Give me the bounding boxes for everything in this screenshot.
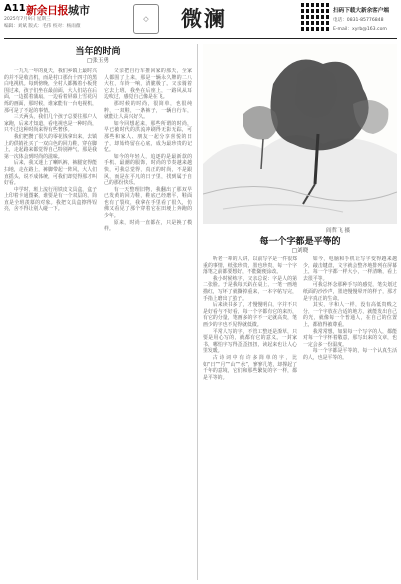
article-left-column-2 bbox=[104, 68, 192, 580]
column-logo-icon: ◇ bbox=[133, 4, 159, 34]
paragraph: 后来读书多了，才慢慢明白，字并不只是好看与不好看，每一个字都有它的来历，有它的分量，笔画多的字不一定就高贵，笔画少的字也不见得就低微。 bbox=[203, 302, 297, 328]
paragraph: 有一天整理旧物，我翻出了那双早已发黄的回力鞋，鞋底已经磨平，鞋面也有了裂纹，我拿在手里看了很久，仿佛又看见了那个穿着它在田埂上奔跑的少年。 bbox=[104, 186, 192, 220]
article-right-author: □刘晓 bbox=[291, 248, 309, 254]
page-number: A11 bbox=[4, 3, 26, 14]
paragraph: 后来，我又迷上了喇叭裤，裤腿宽得能扫地，走在路上，裤脚带起一阵风，大人们直摇头，说不成体统，可我们却觉得那才叫好看。 bbox=[4, 160, 97, 187]
paragraph: 中学时，班上流行用铁皮文具盒，盒子上印着卡通图案，谁要是有一个双层的，简直是全班羡慕的对象。我把文具盒擦得锃亮，舍不得让别人碰一下。 bbox=[4, 186, 97, 213]
qr-code-icon[interactable] bbox=[299, 3, 329, 33]
article-right-column-2 bbox=[303, 256, 397, 580]
paragraph: 古诗词中有许多简单的字，比如“日”“月”“山”“水”，寥寥几笔，却撑起了千年的意境，它们和那些繁复的字一样，都是平等的。 bbox=[203, 354, 297, 381]
paragraph: 其实，字和人一样，没有高低贵贱之分，一个字放在合适的地方，就能发出自己的光，就像每一个普通人，在自己的位置上，都值得被尊重。 bbox=[303, 302, 397, 328]
contact-phone: 电话：0831-85776848 bbox=[333, 18, 384, 23]
column-brand: 微澜 bbox=[181, 6, 227, 31]
paragraph: 如今回想起来，那些所谓的时尚，早已被时代的洪流冲刷得无影无踪，可那些和家人、朋友一起分享喜悦的日子，却始终留在心底，成为最珍贵的记忆。 bbox=[104, 120, 192, 154]
paper-name: 新余日报 bbox=[26, 4, 68, 17]
issue-date: 2025年7月9日 星期三 bbox=[4, 17, 51, 22]
paragraph: 一九九一年的夏天，我们乡镇上最时兴的并不是收音机，而是村口那台十四寸的黑白电视机。每到傍晚，全村人都搬着小板凳围过来，孩子们坐在最前面，大人们站在后面，一边摇着蒲扇，一边看着屏幕上雪花闪烁的画面，那时候，谁家能有一台电视机，那可是了不起的事情。 bbox=[4, 68, 97, 114]
article-left-column-1 bbox=[4, 68, 97, 580]
article-right-column-1 bbox=[203, 256, 297, 580]
article-right-title: 每一个字都是平等的 bbox=[259, 237, 341, 247]
painting-caption: 阎哲飞 摄 bbox=[326, 228, 351, 234]
paragraph: 每一个字都是平等的，每一个认真生活的人，也是平等的。 bbox=[303, 348, 397, 361]
paragraph: 我小时候练字，父亲总说：字是人的第二张脸。于是我每天趴在桌上，一笔一画地描红，写坏了就撕掉重来，一本字帖写完，手指上磨出了茧子。 bbox=[203, 275, 297, 302]
paragraph: 原来，时尚一直都在，只是换了模样。 bbox=[104, 219, 192, 233]
editor-credits: 编辑：刘斌 版式：毛伟 校对：杨雨薇 bbox=[4, 24, 81, 29]
paragraph: 我常常想，如果每一个写字的人，都能对每一个字怀着敬意，那写出来的文章，也一定会多一份温度。 bbox=[303, 328, 397, 348]
qr-title: 扫码下载大新余客户端 bbox=[333, 8, 389, 14]
ink-painting-image bbox=[203, 44, 397, 224]
masthead bbox=[0, 0, 401, 40]
paragraph: 那时候的时尚，很简单，也很纯粹，一双鞋，一条裤子，一辆自行车，就能让人高兴好久。 bbox=[104, 100, 192, 121]
paragraph: 如今的年轻人，追逐的是最新款的手机、最潮的服饰，时尚的节奏越来越快，可我总觉得，真正的时尚，不是跟风，而是在平凡的日子里，找到属于自己的那份快乐。 bbox=[104, 153, 192, 187]
paragraph: 听老一辈的人讲，以前写字是一件很郑重的事情，纸张珍贵，墨也珍贵，每一个字落笔之前都要想好，不能随便涂改。 bbox=[203, 256, 297, 276]
paragraph: 可我总怀念那种手写的感觉，笔尖划过纸面的沙沙声，墨迹慢慢晕开的样子，那才是字真正的生命。 bbox=[303, 282, 397, 302]
article-left-author: □张玉勇 bbox=[86, 58, 110, 64]
masthead-rule bbox=[4, 38, 397, 39]
paragraph: 父亲把自行车推回家的那天，全家人都围了上来，那是一辆永久牌的二八大杠，车铃一响，清脆极了。父亲骑着它去上班，我坐在后座上，一路风从耳边吹过，感觉自己像是在飞。 bbox=[104, 68, 192, 101]
article-left-title: 当年的时尚 bbox=[75, 47, 121, 57]
column-divider bbox=[197, 44, 198, 580]
ink-wash-painting bbox=[203, 44, 397, 224]
paragraph: 平常人写的字，不管工整还是潦草，只要是用心写的，就都有它的意义。一封家书，哪怕字写得歪歪扭扭，读起来也让人心里发暖。 bbox=[203, 328, 297, 355]
paragraph: 三天两头，我们几个孩子总要往那户人家跑，后来才知道，看电视也是一种时尚，只不过这种时尚来得有些奢侈。 bbox=[4, 114, 97, 134]
paragraph: 如今，电脑和手机让写字变得越来越少，敲击键盘，文字就会整齐地排列在屏幕上，每一个字都一样大小，一样清晰，看上去很平等。 bbox=[303, 256, 397, 282]
section-name: 城市 bbox=[68, 4, 90, 17]
paragraph: 我们把攒了很久的零花钱拿出来，去镇上的供销社买了一双白色的回力鞋，穿在脚上，走起路来都觉得自己特别神气，那是我第一次体会到时尚的滋味。 bbox=[4, 133, 97, 160]
contact-email: E-mail：xyrb@163.com bbox=[333, 27, 387, 32]
